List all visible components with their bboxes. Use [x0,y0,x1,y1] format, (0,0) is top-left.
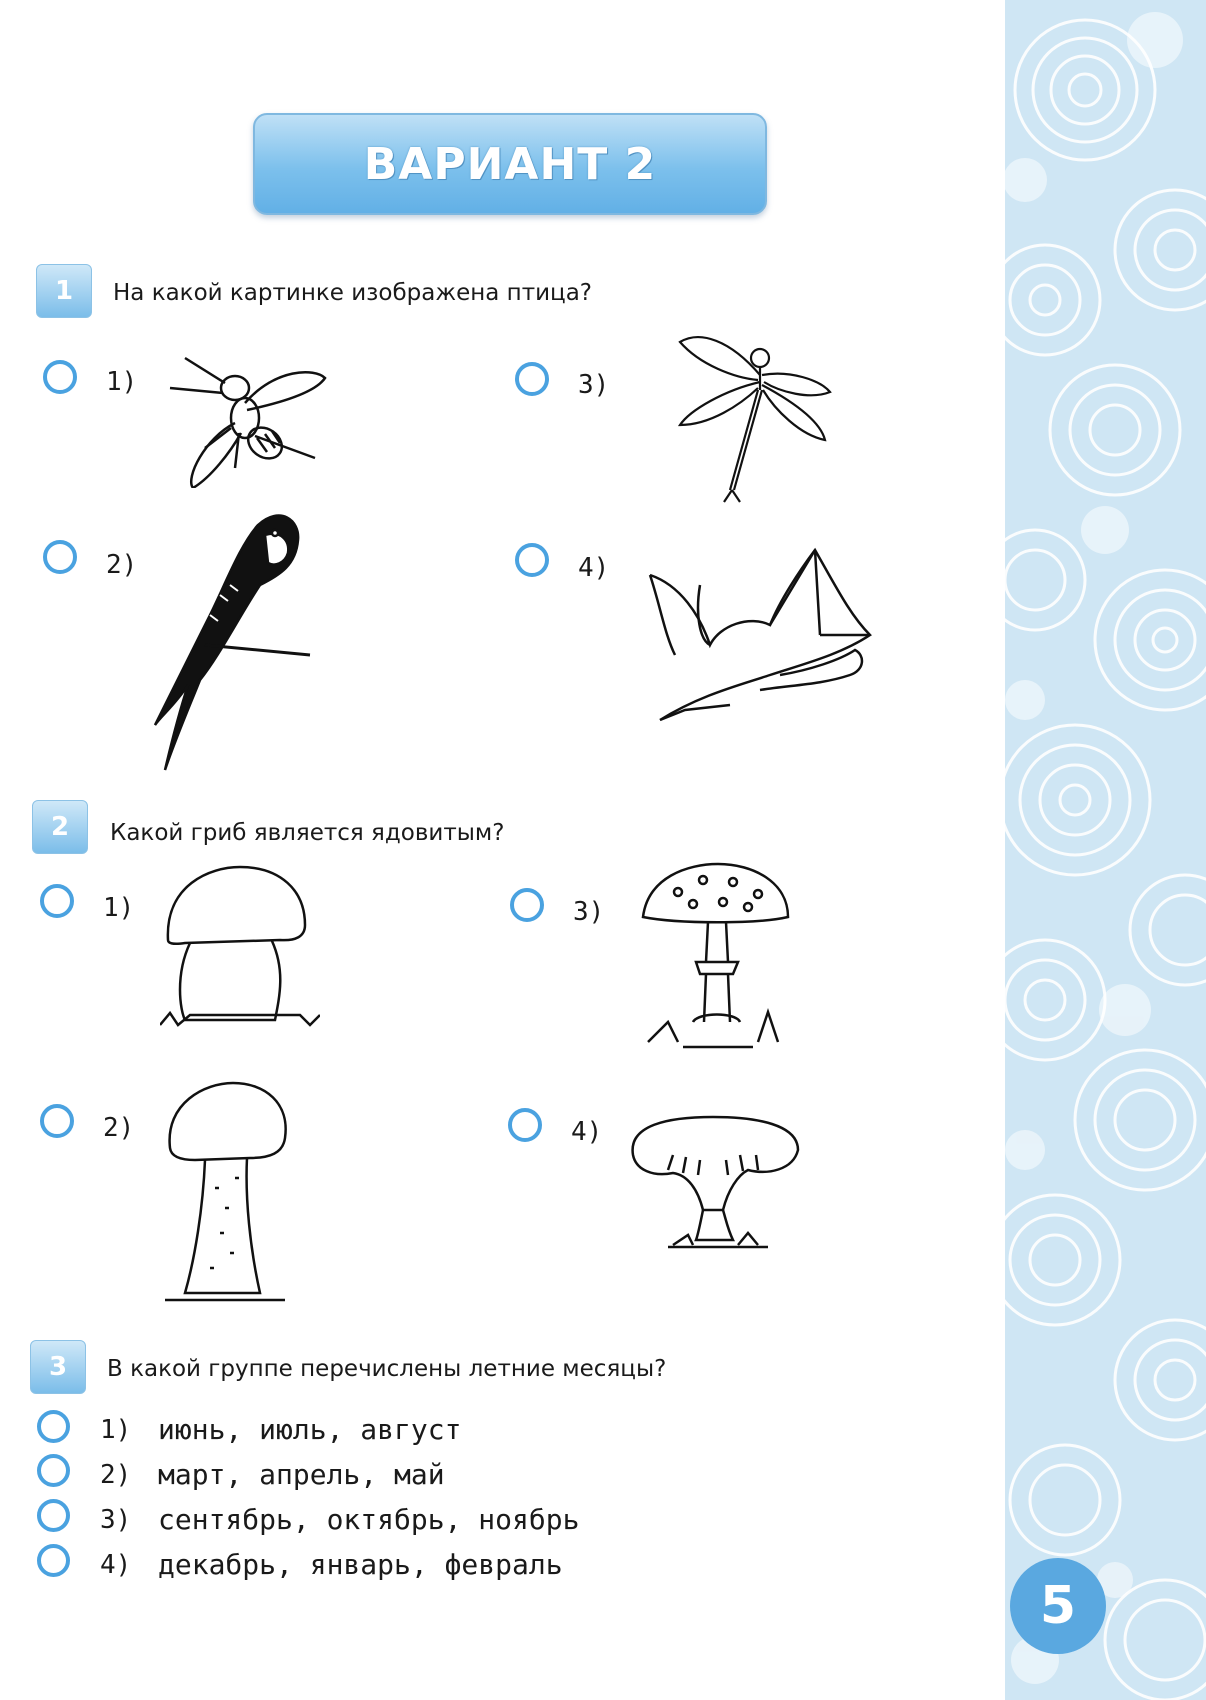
circles-pattern [1005,0,1206,1700]
question-text: В какой группе перечислены летние месяцы? [107,1356,667,1382]
answer-radio[interactable] [43,360,77,394]
question-number-badge: 1 [36,264,92,318]
birch-bolete-icon [165,1078,295,1308]
answer-radio[interactable] [508,1108,542,1142]
option-label: 1) [106,367,138,397]
question-text: На какой картинке изображена птица? [113,280,593,306]
fly-agaric-icon [638,862,798,1057]
option-text: декабрь, январь, февраль [158,1548,563,1581]
option-label: 4) [578,553,610,583]
answer-radio[interactable] [510,888,544,922]
option-label: 3) [100,1505,132,1535]
answer-radio[interactable] [37,1410,70,1443]
option-text: сентябрь, октябрь, ноябрь [158,1503,580,1536]
chanterelle-icon [628,1115,803,1255]
option-label: 3) [578,370,610,400]
answer-radio[interactable] [40,884,74,918]
answer-radio[interactable] [40,1104,74,1138]
option-label: 4) [100,1550,132,1580]
page-number: 5 [1010,1558,1106,1654]
fly-icon [165,348,335,488]
option-text: март, апрель, май [158,1458,445,1491]
option-label: 1) [100,1415,132,1445]
option-label: 4) [571,1117,603,1147]
answer-radio[interactable] [37,1544,70,1577]
answer-radio[interactable] [515,543,549,577]
porcini-mushroom-icon [160,865,320,1030]
option-label: 1) [103,893,135,923]
option-label: 2) [103,1113,135,1143]
option-text: июнь, июль, август [158,1413,462,1446]
answer-radio[interactable] [37,1499,70,1532]
decorative-sidebar [1005,0,1206,1700]
variant-title: ВАРИАНТ 2 [363,138,657,190]
option-label: 2) [100,1460,132,1490]
variant-title-box [253,113,767,215]
answer-radio[interactable] [37,1454,70,1487]
question-text: Какой гриб является ядовитым? [110,820,505,846]
option-label: 3) [573,897,605,927]
option-label: 2) [106,550,138,580]
dragonfly-icon [670,330,840,505]
question-number-badge: 2 [32,800,88,854]
answer-radio[interactable] [43,540,77,574]
swallow-icon [150,505,320,775]
bat-icon [640,545,890,730]
answer-radio[interactable] [515,362,549,396]
question-number-badge: 3 [30,1340,86,1394]
